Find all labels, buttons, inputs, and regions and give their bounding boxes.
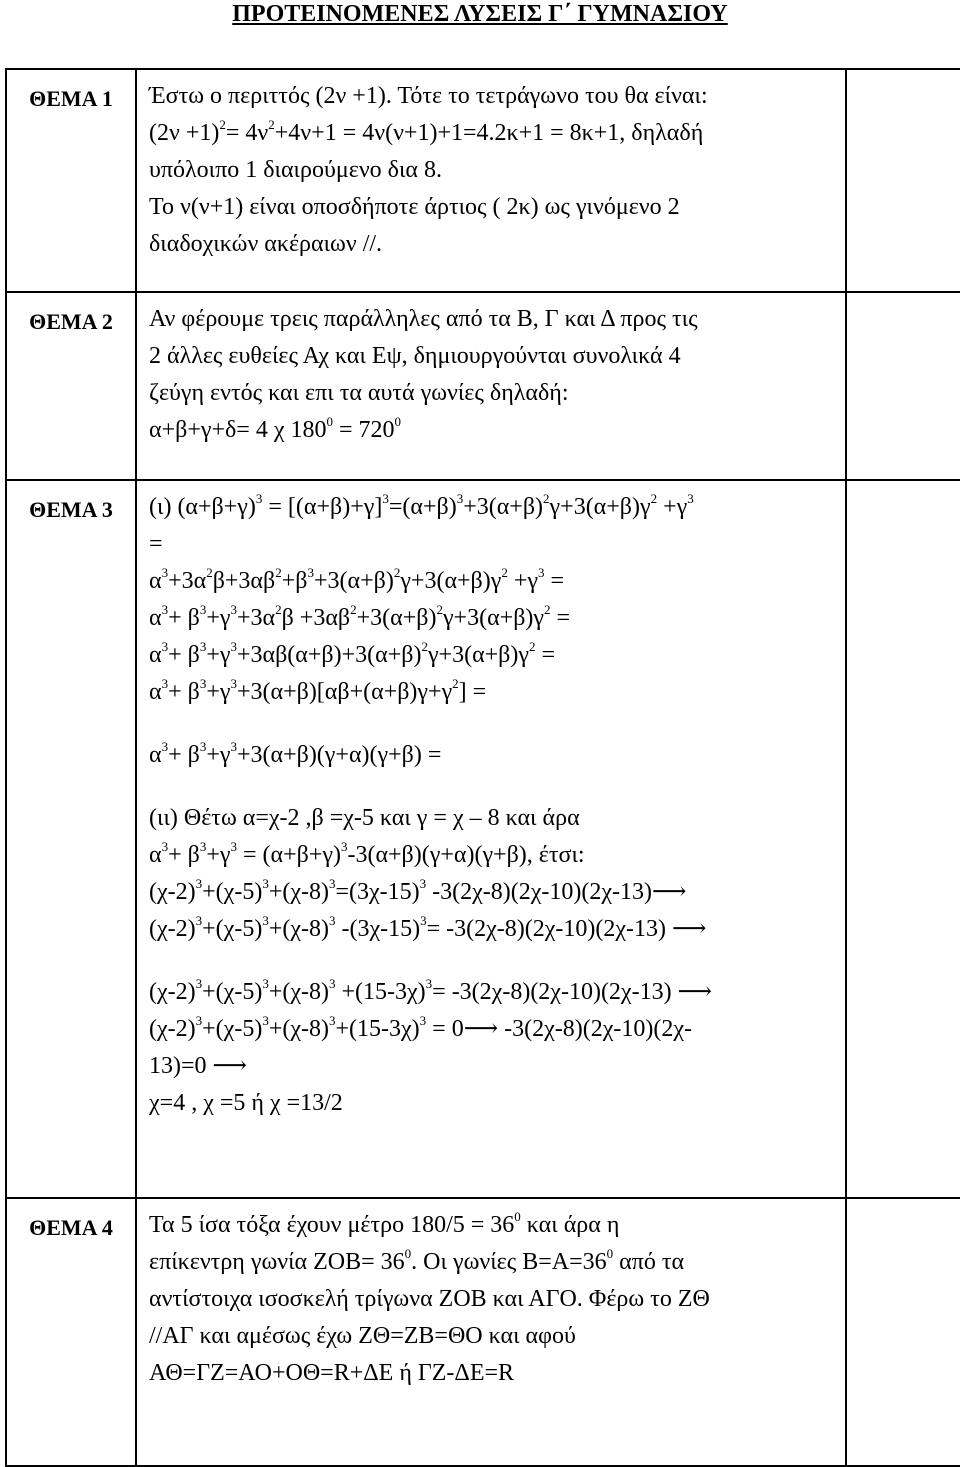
superscript: 3 — [195, 1013, 203, 1028]
solution-line — [149, 526, 837, 563]
text-run: + β — [168, 642, 200, 668]
solution-line — [149, 1011, 837, 1048]
text-run: + β — [168, 605, 200, 631]
text-run: = -3(2χ-8)(2χ-10)(2χ-13) ⟶ — [432, 979, 712, 1005]
theme-row-3 — [6, 480, 960, 1198]
solution-line — [149, 152, 837, 189]
text-run: (χ-2) — [149, 879, 196, 905]
superscript: 2 — [421, 639, 428, 654]
superscript: 3 — [230, 602, 237, 617]
superscript: 3 — [255, 491, 263, 506]
superscript: 0 — [326, 414, 333, 429]
solution-line — [149, 115, 837, 152]
superscript: 3 — [538, 565, 545, 580]
superscript: 3 — [161, 565, 169, 580]
line-gap — [149, 711, 837, 737]
solution-line — [149, 301, 837, 338]
superscript: 3 — [195, 876, 203, 891]
theme-row-1 — [6, 69, 960, 292]
superscript: 2 — [206, 565, 213, 580]
text-run: +γ — [206, 605, 231, 631]
text-run: επίκεντρη γωνία ΖΟΒ= 36 — [149, 1249, 405, 1275]
text-run: διαδοχικών ακέραιων //. — [149, 231, 383, 257]
superscript: 2 — [268, 117, 275, 132]
superscript: 3 — [328, 913, 336, 928]
superscript: 2 — [452, 676, 459, 691]
text-run: +(15-3χ) — [335, 1016, 420, 1042]
superscript: 3 — [262, 1013, 269, 1028]
solution-line — [149, 189, 837, 226]
text-run: = 4ν — [225, 120, 269, 146]
theme-body — [136, 1198, 846, 1466]
superscript: 3 — [307, 565, 314, 580]
text-run: =(3χ-15) — [335, 879, 420, 905]
text-run: 13)=0 ⟶ — [149, 1053, 247, 1079]
text-run: +3(α+β)(γ+α)(γ+β) = — [236, 742, 442, 768]
solution-line — [149, 674, 837, 711]
text-run: = 0⟶ -3(2χ-8)(2χ-10)(2χ- — [426, 1016, 692, 1042]
text-run: ΑΘ=ΓΖ=ΑΟ+ΟΘ=R+ΔΕ ή ΓΖ-ΔΕ=R — [149, 1360, 515, 1386]
solution-line — [149, 338, 837, 375]
text-run: (ι) (α+β+γ) — [149, 494, 256, 520]
text-run: +(χ-8) — [268, 979, 329, 1005]
text-run: = (α+β+γ) — [236, 842, 341, 868]
text-run: +β — [281, 568, 308, 594]
text-run: (χ-2) — [149, 979, 196, 1005]
solution-line — [149, 1048, 837, 1085]
theme-label: ΘΕΜΑ 4 — [6, 1198, 136, 1466]
text-run: +(χ-5) — [202, 1016, 263, 1042]
text-run: α+β+γ+δ= 4 χ 180 — [149, 417, 327, 443]
text-run: +γ — [507, 568, 539, 594]
text-run: + β — [168, 842, 200, 868]
superscript: 0 — [606, 1246, 614, 1261]
superscript: 3 — [195, 913, 203, 928]
theme-label: ΘΕΜΑ 2 — [6, 292, 136, 480]
superscript: 0 — [394, 414, 402, 429]
superscript: 3 — [425, 976, 433, 991]
superscript: 3 — [420, 913, 427, 928]
text-run: Έστω ο περιττός (2ν +1). Τότε το τετράγωνο του θα είναι: — [149, 83, 708, 109]
text-run: +γ — [206, 679, 231, 705]
line-gap — [149, 948, 837, 974]
superscript: 2 — [544, 602, 551, 617]
solution-line — [149, 874, 837, 911]
theme-row-4 — [6, 1198, 960, 1466]
text-run: υπόλοιπο 1 διαιρούμενο δια 8. — [149, 157, 443, 183]
superscript: 3 — [687, 491, 694, 506]
solution-line — [149, 489, 837, 526]
text-run: +3αβ(α+β)+3(α+β) — [236, 642, 422, 668]
superscript: 3 — [161, 602, 169, 617]
superscript: 3 — [230, 739, 237, 754]
text-run: Το ν(ν+1) είναι οποσδήποτε άρτιος ( 2κ) ως γινόμενο 2 — [149, 194, 680, 220]
superscript: 3 — [195, 976, 203, 991]
superscript: 3 — [161, 739, 169, 754]
text-run: (χ-2) — [149, 1016, 196, 1042]
superscript: 2 — [219, 117, 226, 132]
superscript: 3 — [419, 1013, 427, 1028]
text-run: ζεύγη εντός και επι τα αυτά γωνίες δηλαδή: — [149, 380, 569, 406]
text-run: γ+3(α+β)γ — [400, 568, 502, 594]
superscript: 2 — [501, 565, 508, 580]
solution-line — [149, 800, 837, 837]
text-run: από τα — [613, 1249, 685, 1275]
text-run: ] = — [458, 679, 487, 705]
solution-line — [149, 412, 837, 449]
text-run: Αν φέρουμε τρεις παράλληλες από τα Β, Γ και Δ προς τις — [149, 306, 698, 332]
solutions-table — [5, 68, 960, 1467]
text-run: +(15-3χ) — [335, 979, 426, 1005]
text-run: = 720 — [333, 417, 395, 443]
text-run: //ΑΓ και αμέσως έχω ΖΘ=ΖΒ=ΘΟ και αφού — [149, 1323, 576, 1349]
solution-line — [149, 600, 837, 637]
superscript: 3 — [230, 639, 237, 654]
superscript: 3 — [230, 676, 237, 691]
text-run: χ=4 , χ =5 ή χ =13/2 — [149, 1090, 343, 1116]
solution-line — [149, 78, 837, 115]
solution-line — [149, 1244, 837, 1281]
text-run: +γ — [206, 642, 231, 668]
text-run: + β — [168, 742, 200, 768]
text-run: +γ — [206, 742, 231, 768]
text-run: + β — [168, 679, 200, 705]
solution-line — [149, 637, 837, 674]
text-run: (ιι) Θέτω α=χ-2 ,β =χ-5 και γ = χ – 8 και άρα — [149, 805, 580, 831]
solution-line — [149, 1207, 837, 1244]
superscript: 2 — [650, 491, 658, 506]
text-run: α — [149, 605, 162, 631]
superscript: 3 — [161, 676, 169, 691]
text-run: αντίστοιχα ισοσκελή τρίγωνα ΖΟΒ και ΑΓΟ. Φέρω το ΖΘ — [149, 1286, 710, 1312]
text-run: = — [550, 605, 571, 631]
empty-cell — [846, 292, 960, 480]
text-run: +(χ-5) — [202, 916, 263, 942]
superscript: 2 — [529, 639, 536, 654]
text-run: +(χ-8) — [268, 879, 329, 905]
superscript: 3 — [199, 602, 207, 617]
solution-line — [149, 737, 837, 774]
superscript: 3 — [199, 739, 207, 754]
theme-body — [136, 480, 846, 1198]
text-run: β +3αβ — [281, 605, 351, 631]
text-run: +4ν+1 = 4ν(ν+1)+1=4.2κ+1 = 8κ+1, δηλαδή — [274, 120, 704, 146]
superscript: 0 — [404, 1246, 412, 1261]
text-run: = -3(2χ-8)(2χ-10)(2χ-13) ⟶ — [426, 916, 707, 942]
theme-label: ΘΕΜΑ 3 — [6, 480, 136, 1198]
theme-label: ΘΕΜΑ 1 — [6, 69, 136, 292]
solution-line — [149, 1318, 837, 1355]
text-run: +3(α+β) — [313, 568, 394, 594]
text-run: = — [149, 531, 163, 557]
superscript: 2 — [275, 602, 282, 617]
empty-cell — [846, 69, 960, 292]
superscript: 3 — [199, 639, 207, 654]
empty-cell — [846, 480, 960, 1198]
theme-row-2 — [6, 292, 960, 480]
solution-line — [149, 837, 837, 874]
superscript: 2 — [543, 491, 550, 506]
superscript: 0 — [514, 1209, 521, 1224]
superscript: 3 — [328, 876, 336, 891]
superscript: 3 — [328, 1013, 336, 1028]
solution-line — [149, 563, 837, 600]
superscript: 3 — [161, 839, 169, 854]
text-run: +3α — [236, 605, 276, 631]
empty-cell — [846, 1198, 960, 1466]
text-run: και άρα η — [520, 1212, 620, 1238]
solution-line — [149, 1281, 837, 1318]
superscript: 2 — [436, 602, 443, 617]
superscript: 3 — [230, 839, 237, 854]
text-run: +3(α+β) — [463, 494, 544, 520]
text-run: α — [149, 568, 162, 594]
superscript: 3 — [340, 839, 348, 854]
text-run: α — [149, 679, 162, 705]
text-run: +(χ-8) — [268, 1016, 329, 1042]
solution-line — [149, 1085, 837, 1122]
text-run: +γ — [657, 494, 688, 520]
text-run: γ+3(α+β)γ — [442, 605, 545, 631]
text-run: (2ν +1) — [149, 120, 220, 146]
text-run: -3(2χ-8)(2χ-10)(2χ-13)⟶ — [426, 879, 687, 905]
theme-body — [136, 292, 846, 480]
superscript: 3 — [161, 639, 169, 654]
text-run: +(χ-8) — [268, 916, 329, 942]
text-run: =(α+β) — [388, 494, 457, 520]
superscript: 3 — [262, 913, 269, 928]
text-run: γ+3(α+β)γ — [549, 494, 651, 520]
solution-line — [149, 911, 837, 948]
text-run: γ+3(α+β)γ — [427, 642, 529, 668]
text-run: (χ-2) — [149, 916, 196, 942]
superscript: 2 — [393, 565, 401, 580]
superscript: 3 — [419, 876, 427, 891]
text-run: +3(α+β)[αβ+(α+β)γ+γ — [236, 679, 453, 705]
text-run: +(χ-5) — [202, 879, 263, 905]
solution-line — [149, 375, 837, 412]
page-title: ΠΡΟΤΕΙΝΟΜΕΝΕΣ ΛΥΣΕΙΣ Γ΄ ΓΥΜΝΑΣΙΟΥ — [232, 1, 728, 27]
text-run: α — [149, 842, 162, 868]
line-gap — [149, 774, 837, 800]
text-run: +3(α+β) — [356, 605, 437, 631]
text-run: -(3χ-15) — [335, 916, 421, 942]
superscript: 3 — [262, 876, 269, 891]
superscript: 3 — [328, 976, 336, 991]
text-run: 2 άλλες ευθείες Αχ και Εψ, δημιουργούνται συνολικά 4 — [149, 343, 681, 369]
theme-body — [136, 69, 846, 292]
solution-line — [149, 1355, 837, 1392]
text-run: Τα 5 ίσα τόξα έχουν μέτρο 180/5 = 36 — [149, 1212, 515, 1238]
text-run: α — [149, 742, 162, 768]
text-run: +γ — [206, 842, 231, 868]
text-run: +(χ-5) — [202, 979, 263, 1005]
text-run: +3α — [168, 568, 207, 594]
superscript: 2 — [350, 602, 357, 617]
text-run: . Οι γωνίες Β=Α=36 — [411, 1249, 607, 1275]
text-run: = — [535, 642, 556, 668]
superscript: 3 — [199, 839, 207, 854]
text-run: β+3αβ — [212, 568, 276, 594]
superscript: 3 — [262, 976, 269, 991]
superscript: 3 — [199, 676, 207, 691]
text-run: -3(α+β)(γ+α)(γ+β), έτσι: — [347, 842, 585, 868]
solution-line — [149, 974, 837, 1011]
text-run: = — [544, 568, 565, 594]
superscript: 2 — [275, 565, 282, 580]
solution-line — [149, 226, 837, 263]
superscript: 3 — [382, 491, 389, 506]
text-run: = [(α+β)+γ] — [262, 494, 383, 520]
superscript: 3 — [456, 491, 464, 506]
text-run: α — [149, 642, 162, 668]
